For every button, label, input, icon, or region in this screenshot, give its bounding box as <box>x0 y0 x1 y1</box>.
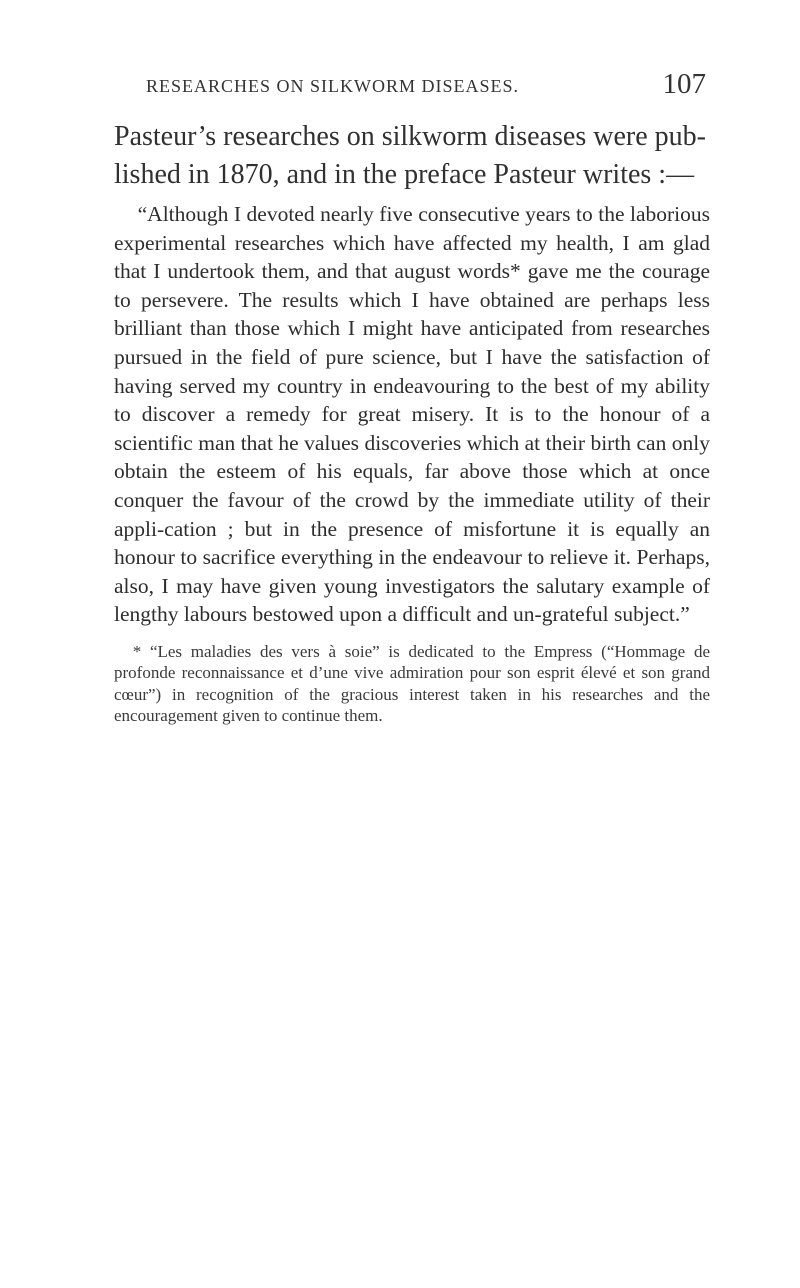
running-head <box>146 68 706 108</box>
running-title: RESEARCHES ON SILKWORM DISEASES. <box>146 76 520 96</box>
footnote: * “Les maladies des vers à soie” is dedicated to the Empress (“Hommage de profonde reconnaissance et d’une vive admiration pour son esprit élevé et son grand cœur”) in recognition of the gracious interest taken in his researches and the encouragement given to continue them. <box>114 641 710 726</box>
preface-quotation: “Although I devoted nearly five consecutive years to the laborious experimental researches which have affected my health, I am glad that I undertook them, and that august words* gave me the courage to persevere. The results which I have obtained are perhaps less brilliant than those which I might have anticipated from researches pursued in the field of pure science, but I have the satisfaction of having served my country in endeavouring to the best of my ability to discover a remedy for great misery. It is to the honour of a scientific man that he values discoveries which at their birth can only obtain the esteem of his equals, far above those which at once conquer the favour of the crowd by the immediate utility of their appli-cation ; but in the presence of misfortune it is equally an honour to sacrifice everything in the endeavour to relieve it. Perhaps, also, I may have given young investigators the salutary example of lengthy labours bestowed upon a difficult and un-grateful subject.” <box>114 202 710 627</box>
page-number: 107 <box>662 68 706 100</box>
lead-paragraph: Pasteur’s researches on silkworm diseases were pub-lished in 1870, and in the preface Pasteur writes :— <box>114 121 706 190</box>
body-text <box>114 118 710 727</box>
